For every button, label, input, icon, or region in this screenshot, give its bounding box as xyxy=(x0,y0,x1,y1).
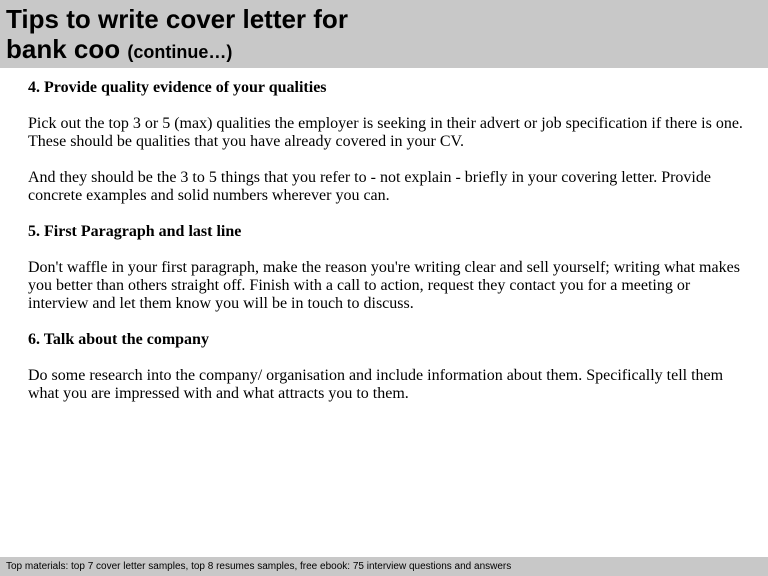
slide-title-continue: (continue…) xyxy=(127,42,233,62)
section-4-paragraph-1: Pick out the top 3 or 5 (max) qualities the employer is seeking in their advert or job specification if there is one. These should be qualities that you have already covered in your CV. xyxy=(28,115,743,150)
slide-content xyxy=(28,79,748,421)
slide-footer xyxy=(0,557,768,576)
section-heading-5: 5. First Paragraph and last line xyxy=(28,223,242,240)
section-5-paragraph-1: Don't waffle in your first paragraph, make the reason you're writing clear and sell yourself; writing what makes you better than others straight off. Finish with a call to action, request they contact you for a meeting or interview and let them know you will be in touch to discuss. xyxy=(28,259,740,312)
slide-title xyxy=(6,4,768,67)
section-heading-6: 6. Talk about the company xyxy=(28,331,209,348)
slide-header xyxy=(0,0,768,68)
section-heading-4: 4. Provide quality evidence of your qualities xyxy=(28,79,327,96)
footer-text: Top materials: top 7 cover letter samples, top 8 resumes samples, free ebook: 75 interview questions and answers xyxy=(6,561,512,572)
slide-title-line-1: Tips to write cover letter for xyxy=(6,4,348,34)
section-4-paragraph-2: And they should be the 3 to 5 things that you refer to - not explain - briefly in your covering letter. Provide concrete examples and solid numbers wherever you can. xyxy=(28,169,711,204)
section-6-paragraph-1: Do some research into the company/ organisation and include information about them. Specifically tell them what you are impressed with and what attracts you to them. xyxy=(28,367,724,402)
slide-title-line-2: bank coo xyxy=(6,34,121,64)
